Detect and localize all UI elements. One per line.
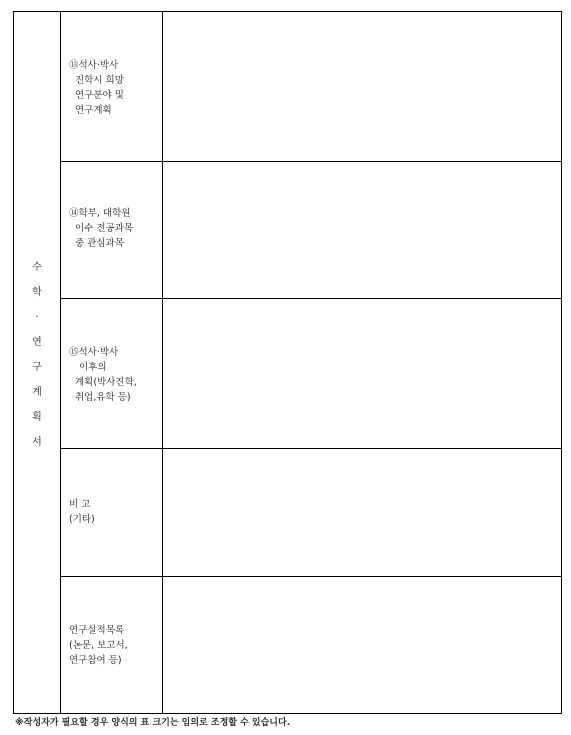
answer-future-plan[interactable] [163,299,562,449]
label-line: 중 관심과목 [75,238,124,249]
label-line: 계획(박사진학, [75,377,137,388]
side-char: 구 [32,361,42,373]
answer-interest-courses[interactable] [163,162,562,299]
label-line: 취업,유학 등) [75,392,131,403]
side-title-cell [14,12,61,714]
side-char: 계 [32,386,42,398]
label-line: 이수 전공과목 [75,223,134,234]
answer-research-record[interactable] [163,577,562,714]
answer-research-plan[interactable] [163,12,562,162]
side-char: · [35,311,39,323]
side-char: 수 [32,261,42,273]
label-remarks [61,449,163,577]
label-line: 연구분야 및 [75,90,124,101]
label-line: ⑬석사·박사 [69,60,119,71]
study-plan-table [13,11,562,714]
footnote: ※작성자가 필요할 경우 양식의 표 크기는 임의로 조정할 수 있습니다. [15,718,291,728]
side-title [14,263,60,463]
label-line: (기타) [69,514,95,525]
label-line: 비 고 [69,499,91,510]
answer-remarks[interactable] [163,449,562,577]
label-line: ⑮석사·박사 [69,347,119,358]
label-line: ⑭학부, 대학원 [69,208,131,219]
label-interest-courses [61,162,163,299]
label-research-plan [61,12,163,162]
label-line: 연구계획 [75,105,112,116]
label-line: 연구참여 등) [69,655,122,666]
label-line: (논문, 보고서, [69,640,128,651]
side-char: 서 [32,436,42,448]
label-research-record [61,577,163,714]
label-line: 진학시 희망 [75,75,124,86]
label-line: 연구실적목록 [69,625,125,636]
side-char: 학 [32,286,42,298]
label-future-plan [61,299,163,449]
label-line: 이후의 [79,362,107,373]
side-char: 연 [32,336,42,348]
side-char: 획 [32,411,42,423]
